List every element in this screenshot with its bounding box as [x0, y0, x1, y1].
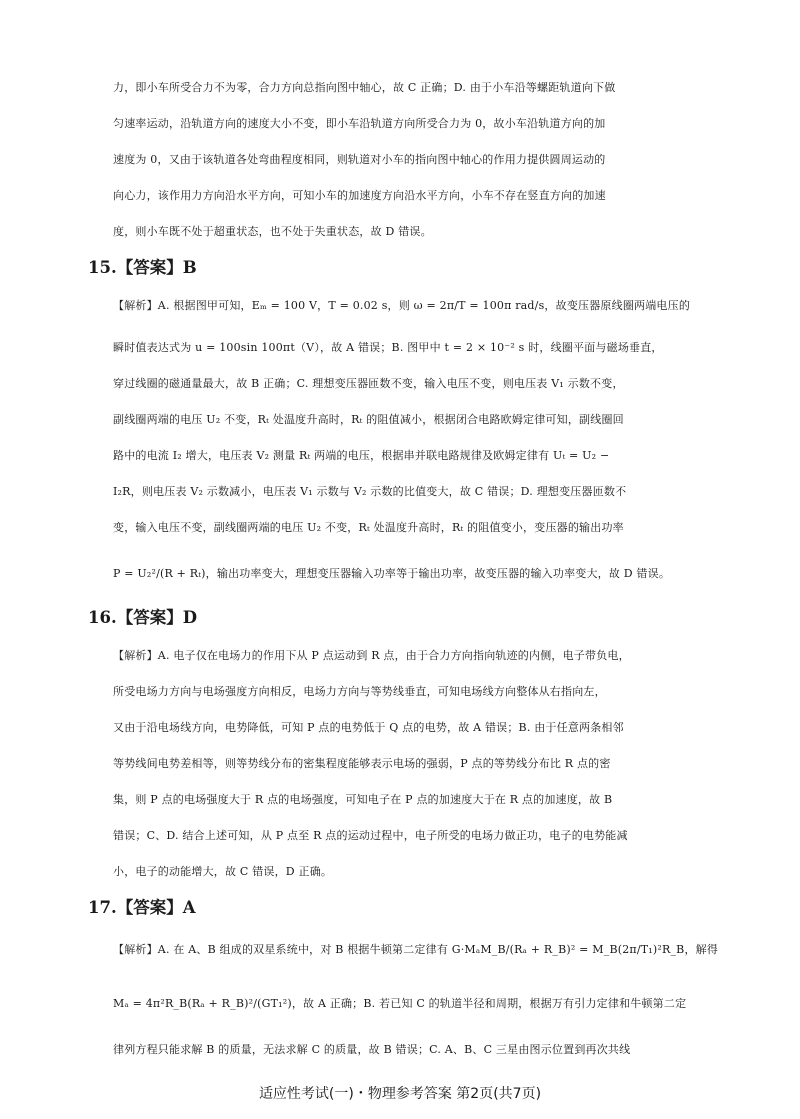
q15-analysis-line: 瞬时值表达式为 u = 100sin 100πt（V），故 A 错误；B. 图甲中 t = 2 × 10⁻² s 时，线圈平面与磁场垂直， — [113, 341, 663, 354]
q17-analysis-line: 【解析】A. 在 A、B 组成的双星系统中，对 B 根据牛顿第二定律有 G·MₐM_B/(Rₐ + R_B)² = M_B(2π/T₁)²R_B，解得 — [113, 943, 719, 956]
q15-analysis-line: 【解析】A. 根据图甲可知，Eₘ = 100 V，T = 0.02 s，则 ω = 2π/T = 100π rad/s，故变压器原线圈两端电压的 — [113, 299, 691, 312]
text-line: 力，即小车所受合力不为零，合力方向总指向图中轴心，故 C 正确；D. 由于小车沿等螺距轨道向下做 — [113, 81, 616, 94]
q16-analysis-line: 【解析】A. 电子仅在电场力的作用下从 P 点运动到 R 点，由于合力方向指向轨迹的内侧，电子带负电， — [113, 649, 630, 662]
q15-analysis-line: P = U₂²/(R + Rₜ)，输出功率变大，理想变压器输入功率等于输出功率，故变压器的输入功率变大，故 D 错误。 — [113, 567, 671, 580]
q16-analysis-line: 又由于沿电场线方向，电势降低，可知 P 点的电势低于 Q 点的电势，故 A 错误；B. 由于任意两条相邻 — [113, 721, 624, 734]
q16-analysis-line: 所受电场力方向与电场强度方向相反，电场力方向与等势线垂直，可知电场线方向整体从右指向左， — [113, 685, 606, 698]
q17-analysis-line: 律列方程只能求解 B 的质量，无法求解 C 的质量，故 B 错误；C. A、B、C 三星由图示位置到再次共线 — [113, 1043, 631, 1056]
text-line: 度，则小车既不处于超重状态，也不处于失重状态，故 D 错误。 — [113, 225, 432, 238]
q15-analysis-line: 穿过线圈的磁通量最大，故 B 正确；C. 理想变压器匝数不变，输入电压不变，则电压表 V₁ 示数不变， — [113, 377, 624, 390]
q16-analysis-line: 小，电子的动能增大，故 C 错误，D 正确。 — [113, 865, 333, 878]
q16-analysis-line: 等势线间电势差相等，则等势线分布的密集程度能够表示电场的强弱，P 点的等势线分布比 R 点的密 — [113, 757, 611, 770]
text-line: 速度为 0，又由于该轨道各处弯曲程度相同，则轨道对小车的指向图中轴心的作用力提供圆周运动的 — [113, 153, 606, 166]
q17-analysis-line: Mₐ = 4π²R_B(Rₐ + R_B)²/(GT₁²)，故 A 正确；B. 若已知 C 的轨道半径和周期，根据万有引力定律和牛顿第二定 — [113, 997, 687, 1010]
question-17-answer: 17.【答案】A — [88, 898, 196, 917]
q15-analysis-line: I₂R，则电压表 V₂ 示数减小，电压表 V₁ 示数与 V₂ 示数的比值变大，故 C 错误；D. 理想变压器匝数不 — [113, 485, 627, 498]
q15-analysis-line: 路中的电流 I₂ 增大，电压表 V₂ 测量 Rₜ 两端的电压，根据串并联电路规律及欧姆定律有 Uₜ = U₂ − — [113, 449, 610, 462]
question-15-answer: 15.【答案】B — [88, 258, 197, 277]
text-line: 向心力，该作用力方向沿水平方向，可知小车的加速度方向沿水平方向，小车不存在竖直方向的加速 — [113, 189, 606, 202]
q15-analysis-line: 副线圈两端的电压 U₂ 不变，Rₜ 处温度升高时，Rₜ 的阻值减小，根据闭合电路欧姆定律可知，副线圈回 — [113, 413, 624, 426]
question-16-answer: 16.【答案】D — [88, 608, 198, 627]
q16-analysis-line: 错误；C、D. 结合上述可知，从 P 点至 R 点的运动过程中，电子所受的电场力做正功，电子的电势能减 — [113, 829, 628, 842]
text-line: 匀速率运动，沿轨道方向的速度大小不变，即小车沿轨道方向所受合力为 0，故小车沿轨道方向的加 — [113, 117, 606, 130]
q16-analysis-line: 集，则 P 点的电场强度大于 R 点的电场强度，可知电子在 P 点的加速度大于在 R 点的加速度，故 B — [113, 793, 613, 806]
page-footer: 适应性考试(一)・物理参考答案 第2页(共7页) — [258, 1086, 542, 1102]
q15-analysis-line: 变，输入电压不变，副线圈两端的电压 U₂ 不变，Rₜ 处温度升高时，Rₜ 的阻值变小，变压器的输出功率 — [113, 521, 624, 534]
